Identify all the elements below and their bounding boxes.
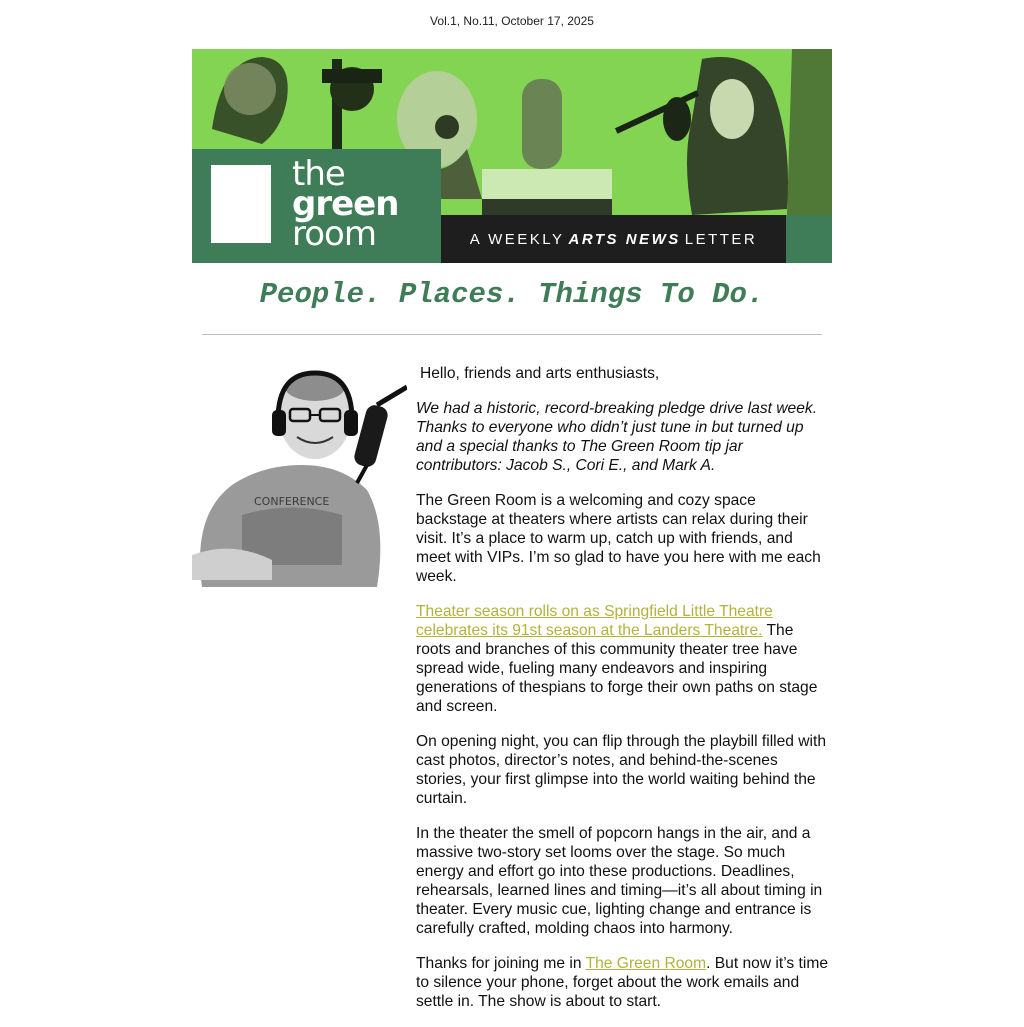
svg-text:CONFERENCE: CONFERENCE [254, 495, 330, 508]
wordmark-room: room [292, 214, 376, 254]
author-portrait [192, 365, 407, 587]
tagline-end-block [786, 215, 832, 263]
closing-paragraph [416, 954, 828, 1011]
wordmark-green: green [292, 184, 399, 224]
logo-mark [211, 165, 271, 243]
intro-paragraph: The Green Room is a welcoming and cozy space backstage at theaters where artists can relax during their visit. It’s a place to warm up, catch up with friends, and meet with VIPs. I’m so glad to have you here with me each week. [416, 492, 821, 585]
tagline-part-c: LETTER [684, 230, 758, 248]
closing-text-a: Thanks for joining me in [416, 955, 586, 972]
newsletter-motto: People. Places. Things To Do. [259, 278, 765, 311]
wordmark-logo [292, 154, 399, 254]
greeting-text: Hello, friends and arts enthusiasts, [420, 365, 660, 382]
opening-night-paragraph: On opening night, you can flip through the playbill filled with cast photos, director’s notes, and behind-the-scenes stories, your first glimpse into the world waiting behind the curtain. [416, 733, 827, 807]
brand-box [192, 149, 441, 263]
wordmark-the: the [292, 154, 345, 194]
tagline-part-b: ARTS NEWS [568, 230, 681, 248]
closing-text-b: . But now it’s time to silence your phone, forget about the work emails and settle in. The show is about to start. [416, 955, 829, 1010]
theater-paragraph: In the theater the smell of popcorn hangs in the air, and a massive two-story set looms over the stage. So much energy and effort go into these productions. Deadlines, rehearsals, learned lines and timing—it’s all about timing in theater. Every music cue, lighting change and entrance is carefully crafted, molding chaos into harmony. [416, 825, 823, 937]
season-paragraph [416, 602, 828, 716]
thanks-paragraph: We had a historic, record-breaking pledge drive last week. Thanks to everyone who didn’t just tune in but turned up and a special thanks to The Green Room tip jar contributors: Jacob S., Cori E., and Mark A. [416, 400, 818, 474]
header-banner [192, 49, 832, 263]
article-body [416, 364, 828, 1027]
issue-dateline: Vol.1, No.11, October 17, 2025 [430, 14, 594, 28]
season-paragraph-text: The roots and branches of this community theater tree have spread wide, fueling many endeavors and inspiring generations of thespians to forge their own paths on stage and screen. [416, 622, 818, 715]
section-divider [202, 334, 822, 335]
tagline-bar [441, 215, 786, 263]
season-article-link[interactable]: Theater season rolls on as Springfield Little Theatre celebrates its 91st season at the Landers Theatre. [416, 603, 773, 639]
green-room-link[interactable]: The Green Room [585, 955, 707, 972]
tagline-part-a: A WEEKLY [469, 230, 565, 248]
